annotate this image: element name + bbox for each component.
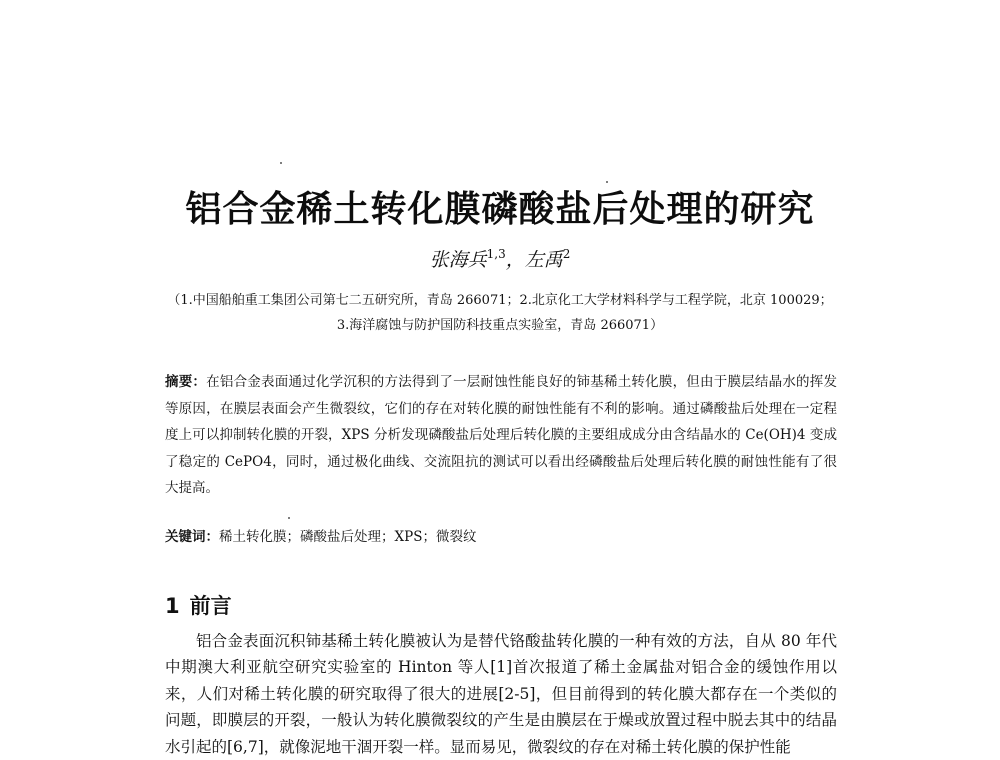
keywords-text: 稀土转化膜；磷酸盐后处理；XPS；微裂纹 xyxy=(219,529,477,545)
abstract-label: 摘要： xyxy=(165,374,207,390)
author-affiliation-mark: 2 xyxy=(562,247,571,261)
keywords xyxy=(165,527,476,547)
affiliation-line: 3.海洋腐蚀与防护国防科技重点实验室，青岛 266071） xyxy=(336,318,664,333)
author-separator: ， xyxy=(505,249,525,271)
paper-title: 铝合金稀土转化膜磷酸盐后处理的研究 xyxy=(185,189,815,230)
scan-speck xyxy=(288,517,290,519)
scan-speck xyxy=(606,181,608,183)
affiliation-line: （1.中国船舶重工集团公司第七二五研究所，青岛 266071；2.北京化工大学材料科学与工程学院，北京 100029； xyxy=(167,293,833,308)
abstract xyxy=(165,369,837,502)
scan-speck xyxy=(280,162,282,164)
body-paragraph: 铝合金表面沉积铈基稀土转化膜被认为是替代铬酸盐转化膜的一种有效的方法，自从 80 年代中期澳大利亚航空研究实验室的 Hinton 等人[1]首次报道了稀土金属盐对铝合金的缓蚀作用以来，人们对稀土转化膜的研究取得了很大的进展[2-5]，但目前得到的转化膜大都存在一个类似的问题，即膜层的开裂，一般认为转化膜微裂纹的产生是由膜层在于燥或放置过程中脱去其中的结晶水引起的[6,7]，就像泥地干涸开裂一样。显而易见，微裂纹的存在对稀土转化膜的保护性能 xyxy=(165,632,837,756)
author-affiliation-mark: 1,3 xyxy=(486,247,506,261)
abstract-text: 在铝合金表面通过化学沉积的方法得到了一层耐蚀性能良好的铈基稀土转化膜，但由于膜层结晶水的挥发等原因，在膜层表面会产生微裂纹，它们的存在对转化膜的耐蚀性能有不利的影响。通过磷酸盐后处理在一定程度上可以抑制转化膜的开裂，XPS 分析发现磷酸盐后处理后转化膜的主要组成成分由含结晶水的 Ce(OH)4 变成了稳定的 CePO4，同时，通过极化曲线、交流阻抗的测试可以看出经磷酸盐后处理后转化膜的耐蚀性能有了很大提高。 xyxy=(165,374,837,496)
keywords-label: 关键词： xyxy=(165,529,219,545)
author-name: 张海兵 xyxy=(429,249,487,271)
section-heading xyxy=(165,592,232,620)
section-number: 1 xyxy=(165,594,180,618)
author-line xyxy=(0,247,1000,273)
author-name: 左禹 xyxy=(524,249,563,271)
section-title: 前言 xyxy=(189,594,232,618)
